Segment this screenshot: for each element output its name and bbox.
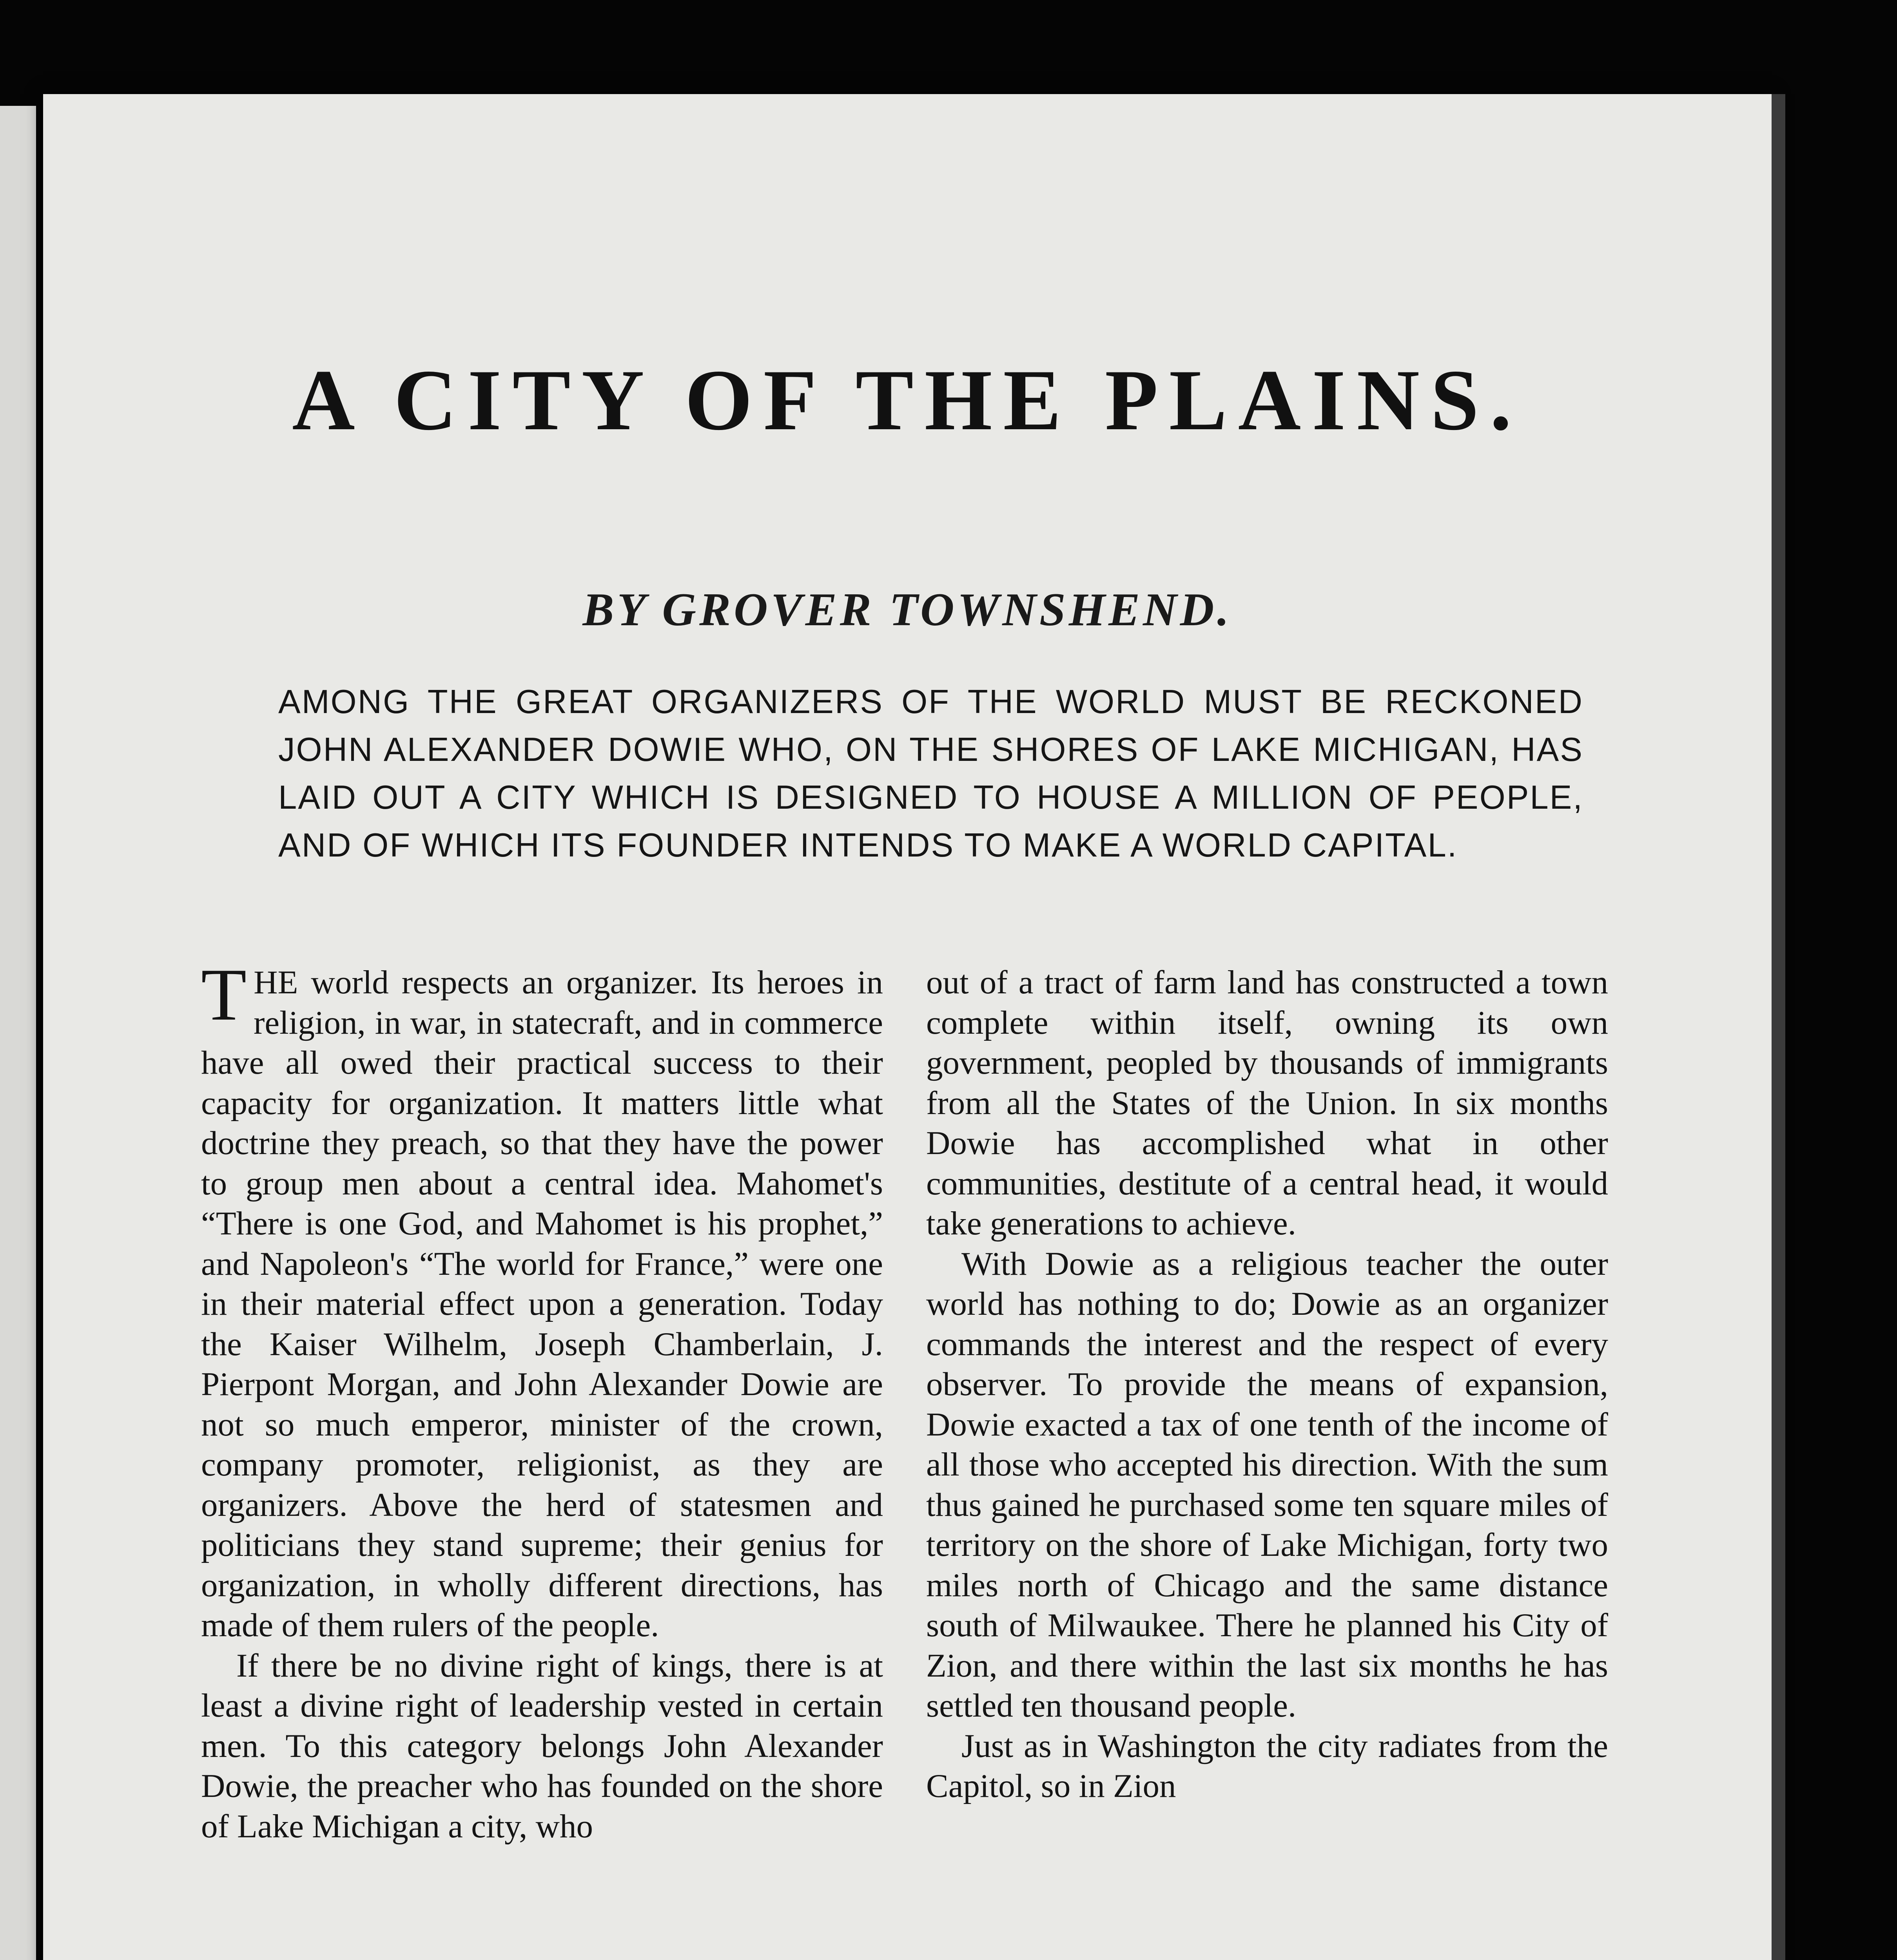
paragraph: If there be no divine right of kings, there is at least a divine right of leadership vested in certain men. To this category belongs John Alexander Dowie, the preacher who has founded on the shore of Lake Michigan a city, who xyxy=(201,1647,883,1845)
paragraph: Just as in Washington the city radiates from the Capitol, so in Zion xyxy=(926,1727,1608,1804)
magazine-page xyxy=(43,94,1772,1960)
article-lead: AMONG THE GREAT ORGANIZERS OF THE WORLD MUST BE RECKONED JOHN ALEXANDER DOWIE WHO, ON THE SHORES OF LAKE MICHIGAN, HAS LAID OUT A CITY WHICH IS DESIGNED TO HOUSE A MILLION OF PEOPLE, AND OF WHICH ITS FOUNDER INTENDS TO MAKE A WORLD CAPITAL. xyxy=(278,683,1583,864)
article-title: A CITY OF THE PLAINS. xyxy=(292,352,1523,448)
paragraph-text: HE world respects an organizer. Its heroes in religion, in war, in statecraft, and in commerce have all owed their practical success to their capacity for organization. It matters little what doctrine they preach, so that they have the power to group men about a central idea. Mahomet's “There is one God, and Mahomet is his prophet,” and Napoleon's “The world for France,” were one in their material effect upon a generation. Today the Kaiser Wilhelm, Joseph Chamberlain, J. Pierpont Morgan, and John Alexander Dowie are not so much emperor, minister of the crown, company promoter, religionist, as they are organizers. Above the herd of statesmen and politicians they stand supreme; their genius for organization, in wholly different directions, has made of them rulers of the people. xyxy=(201,964,883,1644)
page-binding-edge xyxy=(1772,94,1785,1960)
paragraph: out of a tract of farm land has constructed a town complete within itself, owning its own government, peopled by thousands of immigrants from all the States of the Union. In six months Dowie has accomplished what in other communities, destitute of a central head, it would take generations to achieve. xyxy=(926,964,1608,1242)
previous-page-edge xyxy=(0,106,36,1960)
text-column-left xyxy=(201,954,883,1846)
text-column-right xyxy=(926,962,1608,1806)
drop-cap: T xyxy=(201,954,247,1036)
paragraph: With Dowie as a religious teacher the outer world has nothing to do; Dowie as an organizer commands the interest and the respect of every observer. To provide the means of expansion, Dowie exacted a tax of one tenth of the income of all those who accepted his direction. With the sum thus gained he purchased some ten square miles of territory on the shore of Lake Michigan, forty two miles north of Chicago and the same distance south of Milwaukee. There he planned his City of Zion, and there within the last six months he has settled ten thousand people. xyxy=(926,1245,1608,1724)
article-byline: BY GROVER TOWNSHEND. xyxy=(582,583,1232,635)
paragraph xyxy=(201,954,883,1646)
